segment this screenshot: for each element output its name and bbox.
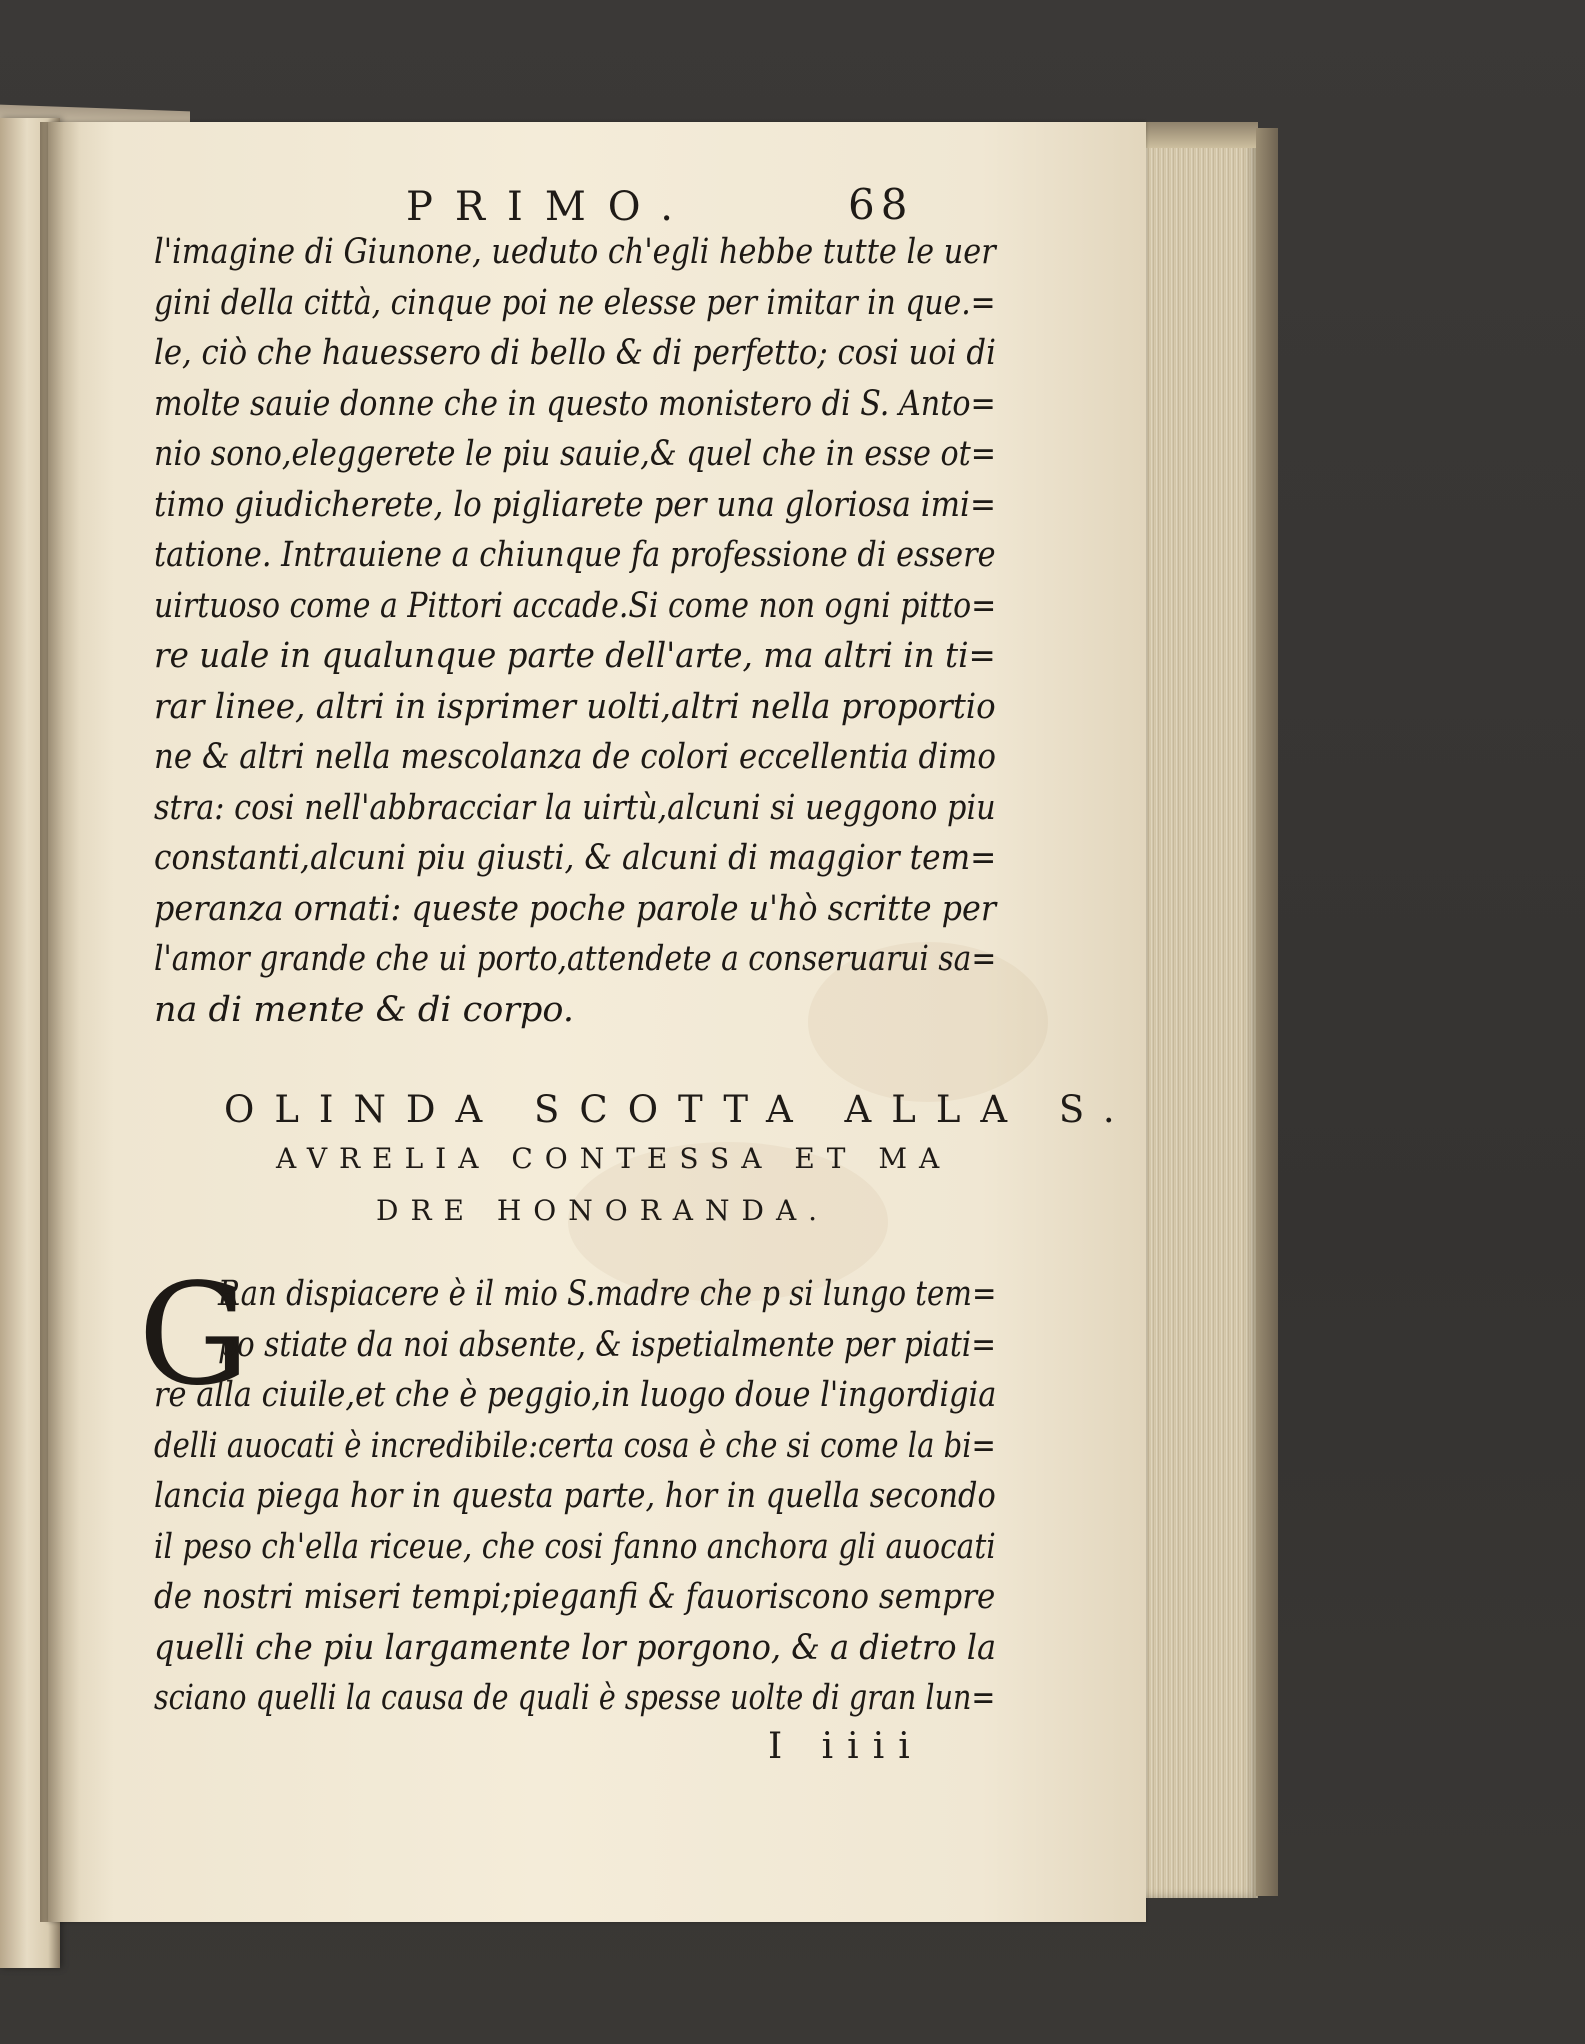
text-line: gini della città, cinque poi ne elesse per imitar in que.= bbox=[154, 282, 996, 323]
text-line: rar linee, altri in isprimer uolti,altri nella proportio bbox=[154, 686, 996, 727]
text-line: timo giudicherete, lo pigliarete per una gloriosa imi= bbox=[154, 484, 996, 525]
text-line: quelli che piu largamente lor porgono, & a dietro la bbox=[154, 1627, 997, 1668]
text-line: ne & altri nella mescolanza de colori eccellentia dimo bbox=[154, 737, 997, 777]
gutter-shadow bbox=[40, 122, 80, 1922]
text-line: le, ciò che hauessero di bello & di perfetto; cosi uoi di bbox=[154, 333, 996, 373]
page-block-top bbox=[1140, 122, 1258, 148]
text-line: il peso ch'ella riceue, che cosi fanno anchora gli auocati bbox=[154, 1526, 996, 1567]
letter-heading-line-1: OLINDA SCOTTA ALLA S. bbox=[224, 1088, 1135, 1131]
drop-capital: G bbox=[138, 1254, 250, 1417]
text-line: de nostri miseri tempi;pieganfi & fauoriscono sempre bbox=[154, 1577, 996, 1617]
text-line: nio sono,eleggerete le piu sauie,& quel che in esse ot= bbox=[154, 434, 997, 474]
text-line: re alla ciuile,et che è peggio,in luogo doue l'ingordigia bbox=[154, 1375, 997, 1415]
letter-heading-line-3: DRE HONORANDA. bbox=[376, 1194, 830, 1227]
text-line: Ran dispiacere è il mio S.madre che p si lungo tem= bbox=[218, 1274, 997, 1314]
text-line: l'amor grande che ui porto,attendete a conseruarui sa= bbox=[154, 939, 997, 979]
text-line: sciano quelli la causa de quali è spesse uolte di gran lun= bbox=[154, 1678, 996, 1718]
text-line: lancia piega hor in questa parte, hor in quella secondo bbox=[154, 1476, 996, 1516]
letter-heading-line-2: AVRELIA CONTESSA ET MA bbox=[276, 1142, 952, 1175]
running-title: PRIMO. bbox=[406, 184, 695, 230]
text-line: stra: cosi nell'abbracciar la uirtù,alcuni si ueggono piu bbox=[154, 787, 996, 828]
text-line: tatione. Intrauiene a chiunque fa professione di essere bbox=[154, 535, 996, 575]
text-line: na di mente & di corpo. bbox=[154, 989, 574, 1030]
page-block-edges bbox=[1140, 122, 1258, 1898]
text-line: re uale in qualunque parte dell'arte, ma altri in ti= bbox=[154, 636, 996, 676]
text-line: l'imagine di Giunone, ueduto ch'egli hebbe tutte le uer bbox=[154, 232, 996, 272]
text-line: molte sauie donne che in questo monistero di S. Anto= bbox=[154, 383, 996, 424]
text-line: delli auocati è incredibile:certa cosa è che si come la bi= bbox=[154, 1425, 996, 1466]
folio-number: 68 bbox=[848, 180, 914, 229]
text-line: uirtuoso come a Pittori accade.Si come non ogni pitto= bbox=[154, 585, 997, 626]
text-line: constanti,alcuni piu giusti, & alcuni di maggior tem= bbox=[154, 838, 997, 878]
signature-mark: I iiii bbox=[768, 1726, 924, 1767]
text-line: po stiate da noi absente, & ispetialmente per piati= bbox=[218, 1324, 996, 1365]
text-line: peranza ornati: queste poche parole u'hò scritte per bbox=[154, 888, 997, 929]
binding-edge bbox=[1256, 128, 1278, 1896]
